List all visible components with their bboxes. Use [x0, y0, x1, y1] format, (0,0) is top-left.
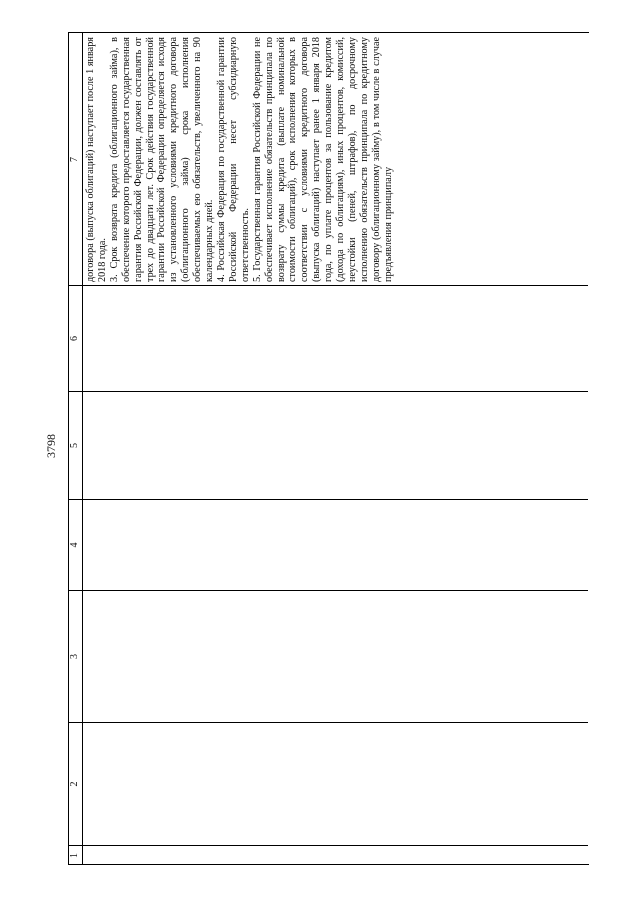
- rotated-table: [68, 33, 588, 865]
- column-7-text: [85, 37, 585, 282]
- column-divider: [82, 722, 588, 723]
- column-header-5: 5: [68, 391, 82, 499]
- table-header-row: [68, 33, 83, 865]
- column-divider: [82, 285, 588, 286]
- column-divider: [82, 499, 588, 500]
- column-header-3: 3: [68, 590, 82, 722]
- column-header-6: 6: [68, 285, 82, 391]
- column-divider: [82, 845, 588, 846]
- paragraph-4: 4. Российская Федерация по государственной гарантии Российской Федерации несет субсидиарную ответственность.: [215, 37, 251, 282]
- column-header-1: 1: [68, 845, 82, 865]
- paragraph-3: 3. Срок возврата кредита (облигационного займа), в обеспечение которого предоставляется государственная гарантия Российской Федерации, должен составлять от трех до двадцати лет. Срок действия государственной гарантии Российской Федерации определяется исходя из установленного условиями кредитного договора (облигационного займа) срока исполнения обеспечиваемых ею обязательств, увеличенного на 90 календарных дней.: [108, 37, 216, 282]
- paragraph-continuation: договора (выпуска облигаций) наступает после 1 января 2018 года.: [85, 37, 108, 282]
- column-divider: [82, 590, 588, 591]
- column-header-2: 2: [68, 722, 82, 845]
- column-divider: [82, 391, 588, 392]
- column-header-4: 4: [68, 499, 82, 590]
- column-header-7: 7: [69, 157, 80, 162]
- paragraph-5: 5. Государственная гарантия Российской Федерации не обеспечивает исполнение обязательств принципала по возврату суммы кредита (выплате номинальной стоимости облигаций), срок исполнения которых в соответствии с условиями кредитного договора (выпуска облигаций) наступает ранее 1 января 2018 года, по уплате процентов за пользование кредитом (дохода по облигациям), иных процентов, комиссий, неустойки (пеней, штрафов), по досрочному исполнению обязательств принципала по кредитному договору (облигационному займу), в том числе в случае предъявления принципалу: [251, 37, 394, 282]
- page-number: 3798: [44, 434, 58, 458]
